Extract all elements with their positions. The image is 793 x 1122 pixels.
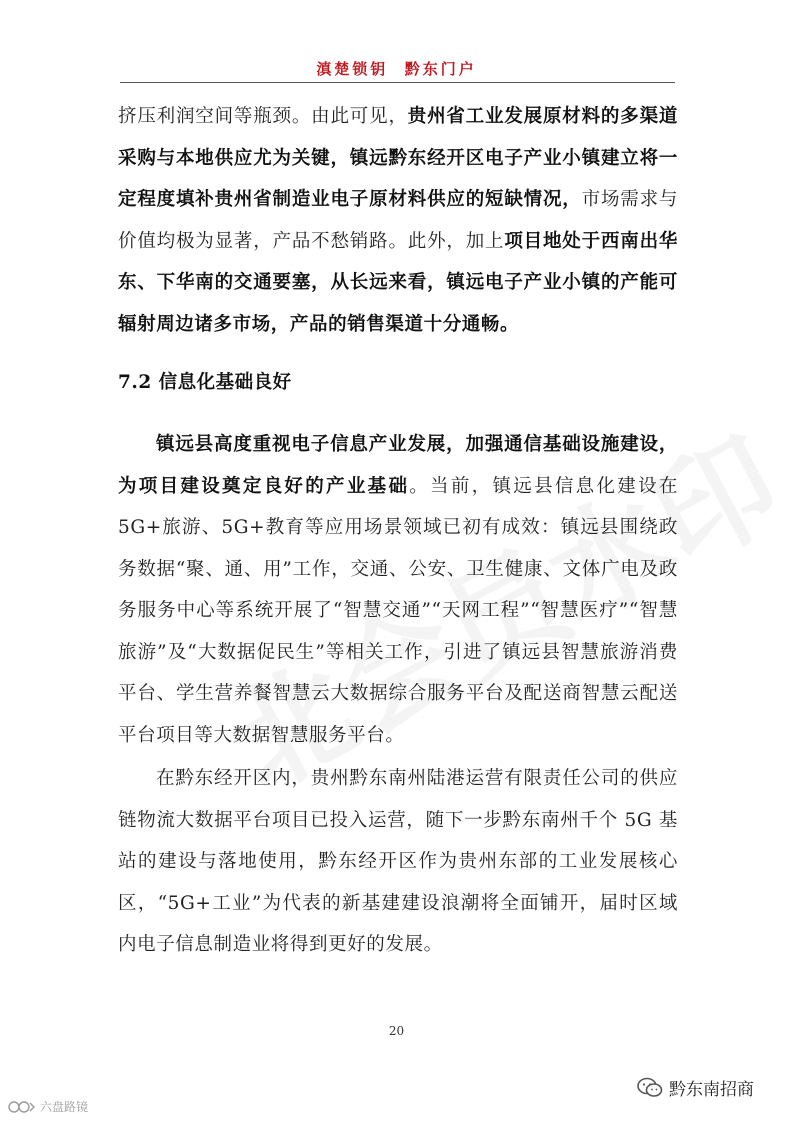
p1-text-c: 市场需求与价值均极为显著，产品不愁销路。此外，加上 <box>118 189 678 252</box>
wechat-icon <box>637 1077 663 1099</box>
p2-text-b: 。当前，镇远县信息化建设在 5G+旅游、5G+教育等应用场景领域已初有成效：镇远县围绕政务数据“聚、通、用”工作，交通、公安、卫生健康、文体广电及政务服务中心等系统开展了“智慧交通”“天网工程”“智慧医疗”“智慧旅游”及“大数据促民生”等相关工作，引进了镇远县智慧旅游消费平台、学生营养餐智慧云大数据综合服务平台及配送商智慧云配送平台项目等大数据智慧服务平台。 <box>118 475 678 746</box>
paragraph-3: 在黔东经开区内，贵州黔东南州陆港运营有限责任公司的供应链物流大数据平台项目已投入运营，随下一步黔东南州千个 5G 基站的建设与落地使用，黔东经开区作为贵州东部的工业发展核心区，“5G+工业”为代表的新基建建设浪潮将全面铺开，届时区域内电子信息制造业将得到更好的发展。 <box>118 768 678 955</box>
section-heading: 7.2 信息化基础良好 <box>118 372 292 393</box>
p2-text-a: 镇远县高度重视电子信息产业发展，加强通信基础设施建设，为项目建设奠定良好的产业基础 <box>118 434 678 497</box>
paragraph-1 <box>118 96 678 345</box>
paragraph-2 <box>118 424 678 756</box>
page-number: 20 <box>388 1024 405 1038</box>
p1-text-b: 贵州省工业发展原材料的多渠道采购与本地供应尤为关键，镇远黔东经开区电子产业小镇建立将一定程度填补贵州省制造业电子原材料供应的短缺情况， <box>118 106 678 210</box>
wechat-account-badge[interactable] <box>637 1075 754 1100</box>
p1-text-a: 挤压利润空间等瓶颈。由此可见， <box>118 106 408 127</box>
p1-text-d: 项目地处于西南出华东、下华南的交通要塞，从长远来看，镇远电子产业小镇的产能可辐射周边诸多市场，产品的销售渠道十分通畅。 <box>118 230 678 335</box>
header-divider <box>120 82 675 83</box>
wechat-account-name: 黔东南招商 <box>669 1080 754 1100</box>
corner-mark-text: 六盘路镜 <box>40 1100 89 1114</box>
page-header-title: 滇楚锁钥 黔东门户 <box>316 60 477 78</box>
logo-icon <box>8 1100 36 1114</box>
corner-watermark <box>8 1098 88 1115</box>
